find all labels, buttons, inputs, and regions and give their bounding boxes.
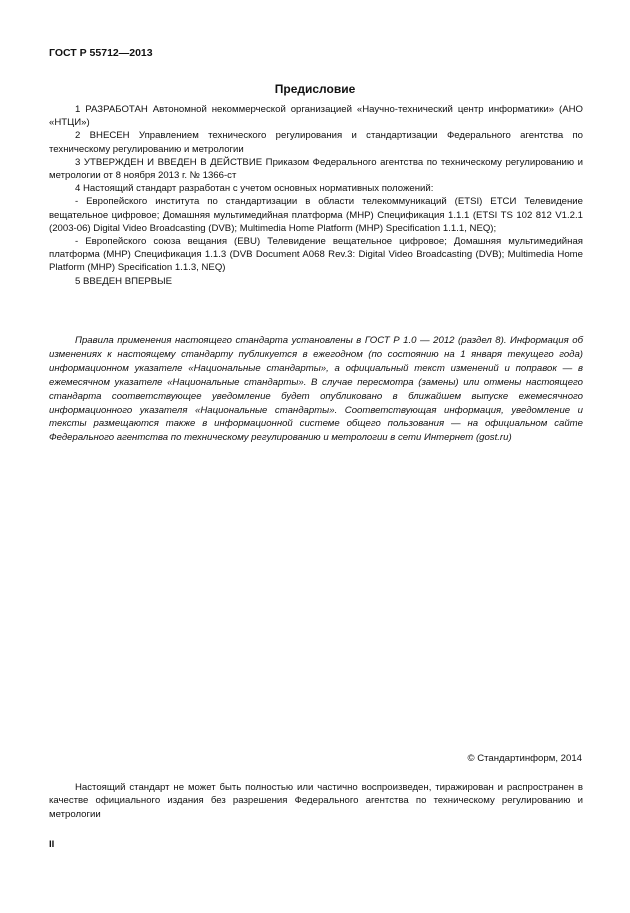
foreword-body: [49, 103, 583, 288]
foreword-item-etsi: - Европейского института по стандартизации в области телекоммуникаций (ETSI) ЕТСИ Телевидение вещательное цифровое; Домашняя мультимедийная платформа (MHP) Спецификация 1.1.1 (ETSI TS 102 812 V1.2.1 (2003-06) Digital Video Broadcasting (DVB); Multimedia Home Platform (MHP) Specification 1.1.1, NEQ);: [49, 196, 583, 234]
standard-code: ГОСТ Р 55712—2013: [49, 47, 153, 59]
application-rules-notice: Правила применения настоящего стандарта установлены в ГОСТ Р 1.0 — 2012 (раздел 8). Информация об изменениях к настоящему стандарту публикуется в ежегодном (по состоянию на 1 января текущего года) информационном указателе «Национальные стандарты», а официальный текст изменений и поправок — в ежемесячном указателе «Национальные стандарты». В случае пересмотра (замены) или отмены настоящего стандарта соответствующее уведомление будет опубликовано в ближайшем выпуске ежемесячного информационного указателя «Национальные стандарты». Соответствующая информация, уведомление и тексты размещаются также в информационной системе общего пользования — на официальном сайте Федерального агентства по техническому регулированию и метрологии в сети Интернет (gost.ru): [49, 335, 583, 444]
reprint-restriction-notice: Настоящий стандарт не может быть полностью или частично воспроизведен, тиражирован и распространен в качестве официального издания без разрешения Федерального агентства по техническому регулированию и метрологии: [49, 782, 583, 820]
foreword-item-first-introduced: 5 ВВЕДЕН ВПЕРВЫЕ: [75, 275, 173, 287]
foreword-item-approved: 3 УТВЕРЖДЕН И ВВЕДЕН В ДЕЙСТВИЕ Приказом Федерального агентства по техническому регулированию и метрологии от 8 ноября 2013 г. № 1366-ст: [49, 156, 583, 182]
page-number: II: [49, 839, 55, 850]
foreword-item-ebu: - Европейского союза вещания (EBU) Телевидение вещательное цифровое; Домашняя мультимедийная платформа (MHP) Спецификация 1.1.3 (DVB Document A068 Rev.3: Digital Video Broadcasting (DVB); Multimedia Home Platform (MHP) Specification 1.1.3, NEQ): [49, 236, 583, 274]
foreword-title: Предисловие: [274, 82, 356, 96]
foreword-item-basis: 4 Настоящий стандарт разработан с учетом основных нормативных положений:: [75, 183, 434, 195]
foreword-item-developed: 1 РАЗРАБОТАН Автономной некоммерческой организацией «Научно-технический центр информатики» (АНО «НТЦИ»): [49, 104, 583, 129]
foreword-item-introduced: 2 ВНЕСЕН Управлением технического регулирования и стандартизации Федерального агентства по техническому регулированию и метрологии: [49, 130, 583, 155]
copyright-line: © Стандартинформ, 2014: [467, 753, 582, 764]
